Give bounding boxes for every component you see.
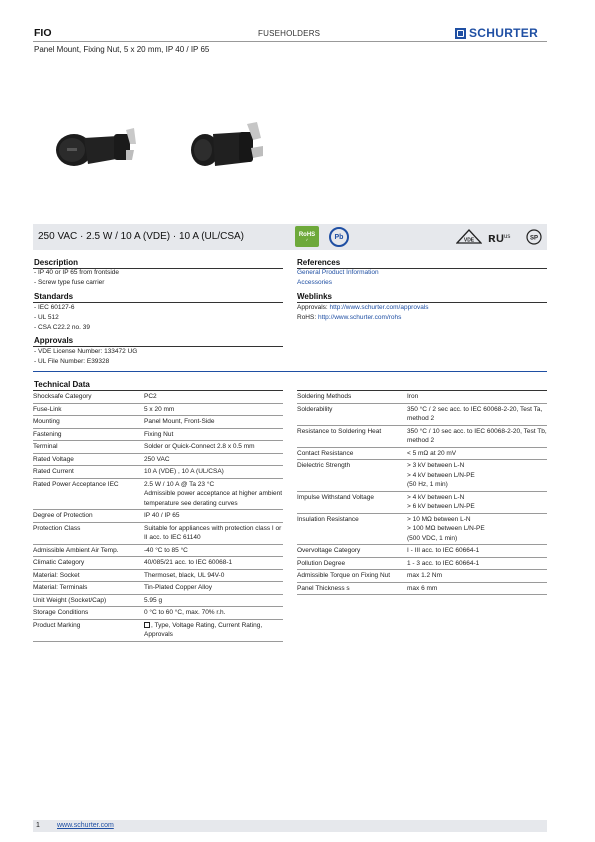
- spec-label: Contact Resistance: [297, 447, 407, 460]
- description-list: [34, 268, 119, 288]
- product-subtitle: Panel Mount, Fixing Nut, 5 x 20 mm, IP 40 / IP 65: [34, 45, 210, 54]
- approvals-heading: Approvals: [34, 336, 74, 345]
- table-row: [297, 545, 547, 558]
- spec-value-text: , Type, Voltage Rating, Current Rating, Approvals: [144, 621, 263, 638]
- spec-label: Shocksafe Category: [33, 391, 144, 403]
- table-row: [33, 416, 283, 429]
- product-code: FIO: [34, 27, 52, 39]
- svg-text:us: us: [504, 234, 511, 240]
- spec-label: Panel Thickness s: [297, 582, 407, 595]
- spec-label: Fastening: [33, 428, 144, 441]
- table-row: [297, 403, 547, 425]
- table-row: [33, 478, 283, 510]
- spec-label: Rated Current: [33, 466, 144, 479]
- spec-label: Material: Terminals: [33, 582, 144, 595]
- list-item: - UL 512: [34, 314, 59, 322]
- approvals-url-link[interactable]: http://www.schurter.com/approvals: [329, 304, 429, 311]
- table-row: [297, 570, 547, 583]
- spec-value: Tin-Plated Copper Alloy: [144, 582, 283, 595]
- spec-value: [144, 619, 283, 641]
- footer-website-link[interactable]: www.schurter.com: [57, 822, 114, 829]
- spec-label: Fuse-Link: [33, 403, 144, 416]
- svg-text:ʀ: ʀ: [488, 230, 496, 245]
- spec-value: Suitable for appliances with protection class I or II acc. to IEC 61140: [144, 522, 283, 544]
- spec-label: Unit Weight (Socket/Cap): [33, 594, 144, 607]
- svg-text:SP: SP: [529, 235, 539, 242]
- references-list: [297, 268, 379, 288]
- spec-label: Soldering Methods: [297, 391, 407, 403]
- spec-value: 10 A (VDE) , 10 A (UL/CSA): [144, 466, 283, 479]
- table-row: [33, 453, 283, 466]
- list-item: - IEC 60127-6: [34, 304, 75, 311]
- table-row: [33, 428, 283, 441]
- spec-label: Solderability: [297, 403, 407, 425]
- weblinks-list: [297, 303, 429, 323]
- table-row: [297, 425, 547, 447]
- rohs-label: RoHS: [298, 231, 316, 238]
- product-photo-ip65: [183, 116, 275, 176]
- spec-value: IP 40 / IP 65: [144, 510, 283, 523]
- spec-value: > 3 kV between L-N > 4 kV between L/N-PE (50 Hz, 1 min): [407, 460, 547, 492]
- spec-label: Material: Socket: [33, 569, 144, 582]
- csa-icon: [526, 229, 542, 245]
- table-row: [33, 441, 283, 454]
- spec-label: Dielectric Strength: [297, 460, 407, 492]
- ul-icon: [487, 229, 511, 246]
- rohs-icon: RoHS ✓: [295, 226, 319, 247]
- spec-value: Fixing Nut: [144, 428, 283, 441]
- spec-label: Storage Conditions: [33, 607, 144, 620]
- table-row: [33, 391, 283, 403]
- table-row: [33, 594, 283, 607]
- technical-table-right: [297, 391, 547, 595]
- spec-value: 350 °C / 2 sec acc. to IEC 60068-2-20, Test Ta, method 2: [407, 403, 547, 425]
- svg-text:U: U: [496, 233, 504, 245]
- schurter-logo[interactable]: [455, 26, 538, 40]
- standards-heading: Standards: [34, 292, 74, 301]
- spec-value: Iron: [407, 391, 547, 403]
- brand-name: SCHURTER: [469, 26, 539, 40]
- spec-value: 250 VAC: [144, 453, 283, 466]
- spec-value: 350 °C / 10 sec acc. to IEC 60068-2-20, Test Tb, method 2: [407, 425, 547, 447]
- table-row: [297, 513, 547, 545]
- weblink-approvals: [297, 303, 429, 313]
- table-row: [297, 557, 547, 570]
- table-row: [297, 460, 547, 492]
- table-row: [297, 391, 547, 403]
- table-row: [33, 466, 283, 479]
- table-row: [33, 544, 283, 557]
- accessories-link[interactable]: Accessories: [297, 279, 333, 287]
- list-item: - UL File Number: E39328: [34, 358, 110, 366]
- table-row: [297, 582, 547, 595]
- weblinks-heading: Weblinks: [297, 292, 332, 301]
- weblink-rohs-label: RoHS:: [297, 314, 318, 322]
- references-heading: References: [297, 258, 341, 267]
- table-row: [33, 582, 283, 595]
- header-divider: [33, 41, 547, 42]
- list-item: - IP 40 or IP 65 from frontside: [34, 269, 120, 276]
- table-row: [33, 619, 283, 641]
- approvals-list: [34, 347, 137, 367]
- general-product-info-link[interactable]: General Product Information: [297, 269, 379, 276]
- spec-value: > 4 kV between L-N > 6 kV between L/N-PE: [407, 491, 547, 513]
- spec-value: max 6 mm: [407, 582, 547, 595]
- page-number: 1: [36, 822, 40, 829]
- spec-label: Mounting: [33, 416, 144, 429]
- product-category: FUSEHOLDERS: [258, 29, 321, 38]
- weblink-rohs: [297, 313, 429, 323]
- table-row: [33, 403, 283, 416]
- spec-value: 1 - 3 acc. to IEC 60664-1: [407, 557, 547, 570]
- spec-label: Admissible Torque on Fixing Nut: [297, 570, 407, 583]
- spec-value: 0 °C to 60 °C, max. 70% r.h.: [144, 607, 283, 620]
- pb-free-icon: [329, 227, 349, 247]
- spec-value: > 10 MΩ between L-N > 100 MΩ between L/N-PE (500 VDC, 1 min): [407, 513, 547, 545]
- spec-label: Rated Power Acceptance IEC: [33, 478, 144, 510]
- table-row: [33, 510, 283, 523]
- table-row: [297, 491, 547, 513]
- table-row: [33, 557, 283, 570]
- svg-text:VDE: VDE: [463, 237, 475, 244]
- description-heading: Description: [34, 258, 79, 267]
- list-item: - Screw type fuse carrier: [34, 279, 105, 287]
- spec-label: Pollution Degree: [297, 557, 407, 570]
- spec-value: 5 x 20 mm: [144, 403, 283, 416]
- spec-label: Climatic Category: [33, 557, 144, 570]
- list-item: - VDE License Number: 133472 UG: [34, 348, 138, 355]
- spec-label: Impulse Withstand Voltage: [297, 491, 407, 513]
- table-row: [297, 447, 547, 460]
- technical-table-left: [33, 391, 283, 642]
- spec-value: Thermoset, black, UL 94V-0: [144, 569, 283, 582]
- ratings-text: 250 VAC · 2.5 W / 10 A (VDE) · 10 A (UL/CSA): [38, 231, 245, 242]
- spec-value: 40/085/21 acc. to IEC 60068-1: [144, 557, 283, 570]
- schurter-mark-icon: [144, 622, 150, 628]
- spec-label: Resistance to Soldering Heat: [297, 425, 407, 447]
- spec-value: Solder or Quick-Connect 2.8 x 0.5 mm: [144, 441, 283, 454]
- spec-value: I - III acc. to IEC 60664-1: [407, 545, 547, 558]
- product-photo-ip40: [48, 116, 140, 176]
- table-row: [33, 607, 283, 620]
- standards-list: [34, 303, 90, 334]
- spec-label: Overvoltage Category: [297, 545, 407, 558]
- spec-label: Admissible Ambient Air Temp.: [33, 544, 144, 557]
- vde-icon: [456, 229, 482, 245]
- spec-label: Protection Class: [33, 522, 144, 544]
- pb-label: Pb: [334, 233, 344, 241]
- table-row: [33, 569, 283, 582]
- spec-label: Insulation Resistance: [297, 513, 407, 545]
- spec-value: -40 °C to 85 °C: [144, 544, 283, 557]
- spec-label: Product Marking: [33, 619, 144, 641]
- rohs-url-link[interactable]: http://www.schurter.com/rohs: [317, 314, 402, 322]
- technical-heading: Technical Data: [34, 380, 90, 389]
- spec-value: Panel Mount, Front-Side: [144, 416, 283, 429]
- weblink-approvals-label: Approvals:: [297, 304, 330, 311]
- spec-label: Degree of Protection: [33, 510, 144, 523]
- list-item: - CSA C22.2 no. 39: [34, 324, 91, 332]
- technical-top-rule: [33, 371, 547, 372]
- spec-value: PC2: [144, 391, 283, 403]
- spec-label: Rated Voltage: [33, 453, 144, 466]
- spec-value: max 1.2 Nm: [407, 570, 547, 583]
- schurter-logo-icon: [455, 28, 466, 39]
- table-row: [33, 522, 283, 544]
- spec-value: 5.95 g: [144, 594, 283, 607]
- spec-label: Terminal: [33, 441, 144, 454]
- spec-value: 2.5 W / 10 A @ Ta 23 °C Admissible power acceptance at higher ambient temperature see derating curves: [144, 478, 283, 510]
- spec-value: < 5 mΩ at 20 mV: [407, 447, 547, 460]
